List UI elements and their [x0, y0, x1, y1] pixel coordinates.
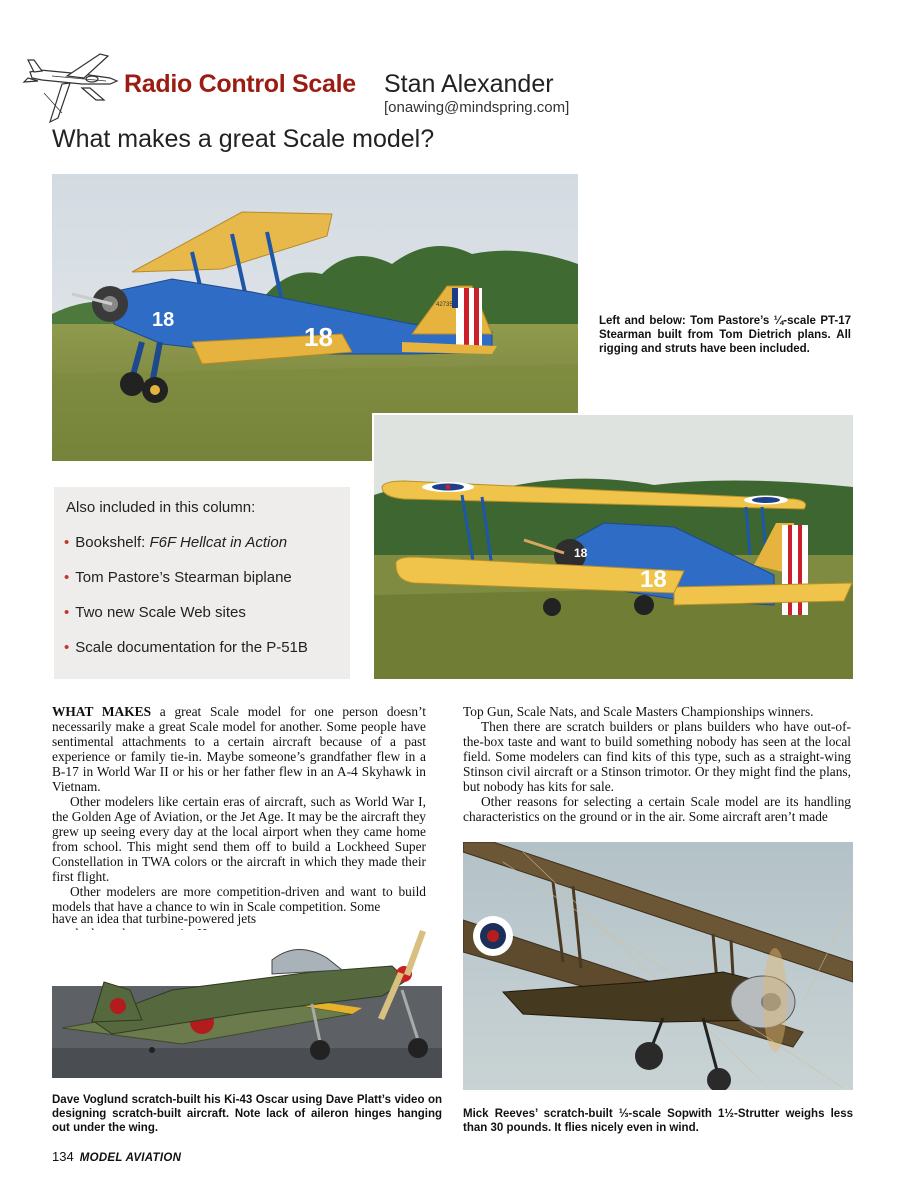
sidebar-item-label: Bookshelf:: [75, 534, 150, 551]
paragraph-2: Other modelers like certain eras of aircraft, such as World War I, the Golden Age of Aviation, or the Jet Age. It may be the aircraft they grew up seeing every day at the local airport when they came home from school. This might send them off to build a Lockheed Super Constellation in TWA colors or the aircraft in which they made their first flight.: [52, 794, 426, 884]
sidebar-item-bookshelf: [64, 534, 287, 551]
sopwith-caption: Mick Reeves’ scratch-built ⅓-scale Sopwith 1½-Strutter weighs less than 30 pounds. It flies nicely even in wind.: [463, 1108, 853, 1134]
ki43-oscar-photo: [52, 930, 442, 1078]
sidebar-item-label: Tom Pastore’s Stearman biplane: [75, 569, 292, 586]
fuselage-number: 18: [640, 566, 667, 593]
sidebar-title: Also included in this column:: [66, 499, 256, 516]
sidebar-item-label: Two new Scale Web sites: [75, 604, 246, 621]
sidebar-item-web-sites: [64, 604, 246, 621]
author-email: [onawing@mindspring.com]: [384, 99, 570, 116]
column-logo-airplane-icon: [22, 48, 122, 126]
fuselage-number: 18: [304, 322, 333, 352]
paragraph-4: Then there are scratch builders or plans builders who have out-of-the-box taste and want to build something nobody has seen at the local field. Some modelers can find kits of this type, such as a straight-wing Stinson civil aircraft or a Stinson trimotor. Or they might find the plans, but nobody has kits for sale.: [463, 719, 851, 794]
paragraph-3: Other modelers are more competition-driven and want to build models that have a chance to win in Scale competition. Some: [52, 884, 426, 914]
magazine-name: MODEL AVIATION: [79, 1152, 182, 1164]
also-included-sidebar: [54, 487, 350, 679]
nose-number: 18: [152, 309, 175, 331]
sopwith-strutter-photo: [463, 842, 853, 1090]
paragraph-5: Other reasons for selecting a certain Scale model are its handling characteristics on the ground or in the air. Some aircraft aren’t made: [463, 794, 851, 824]
sidebar-item-stearman: [64, 569, 292, 586]
bullet-icon: •: [64, 534, 70, 551]
bullet-icon: •: [64, 604, 70, 621]
author-name: Stan Alexander: [384, 70, 554, 98]
lead-in: WHAT MAKES: [52, 704, 152, 719]
sidebar-item-label: Scale documentation for the P-51B: [75, 639, 308, 656]
sidebar-item-book-title: F6F Hellcat in Action: [149, 534, 288, 551]
bullet-icon: •: [64, 569, 70, 586]
tail-code: 42735: [436, 302, 453, 308]
ki43-caption: Dave Voglund scratch-built his Ki-43 Oscar using Dave Platt’s video on designing scratch-built aircraft. Note lack of aileron hinges hanging out under the wing.: [52, 1094, 442, 1134]
stearman-caption: Left and below: Tom Pastore’s ¼-scale PT-17 Stearman built from Tom Dietrich plans. All rigging and struts have been included.: [599, 315, 851, 355]
bullet-icon: •: [64, 639, 70, 656]
paragraph-1-text: a great Scale model for one person doesn’t necessarily make a great Scale model for another. Some people have sentimental attachments to a certain aircraft because of a past experience or family tie-in. Maybe someone’s grandfather flew in a B-17 in World War II or his or her father flew in an A-4 Skyhawk in Vietnam.: [52, 704, 427, 794]
article-body-column-left: [52, 704, 426, 914]
article-body-column-right: [463, 704, 851, 824]
article-headline: What makes a great Scale model?: [52, 125, 435, 153]
page-footer: [52, 1149, 181, 1164]
paragraph-3-continued: Top Gun, Scale Nats, and Scale Masters Championships winners.: [463, 704, 814, 719]
page-number: 134: [52, 1149, 74, 1164]
paragraph-1: [52, 704, 426, 794]
stearman-grass-photo: [372, 413, 853, 679]
nose-number: 18: [574, 546, 588, 560]
paragraph-3-wrap: have an idea that turbine-powered jets: [52, 911, 257, 926]
column-title: Radio Control Scale: [124, 70, 356, 98]
sidebar-item-p51b: [64, 639, 308, 656]
